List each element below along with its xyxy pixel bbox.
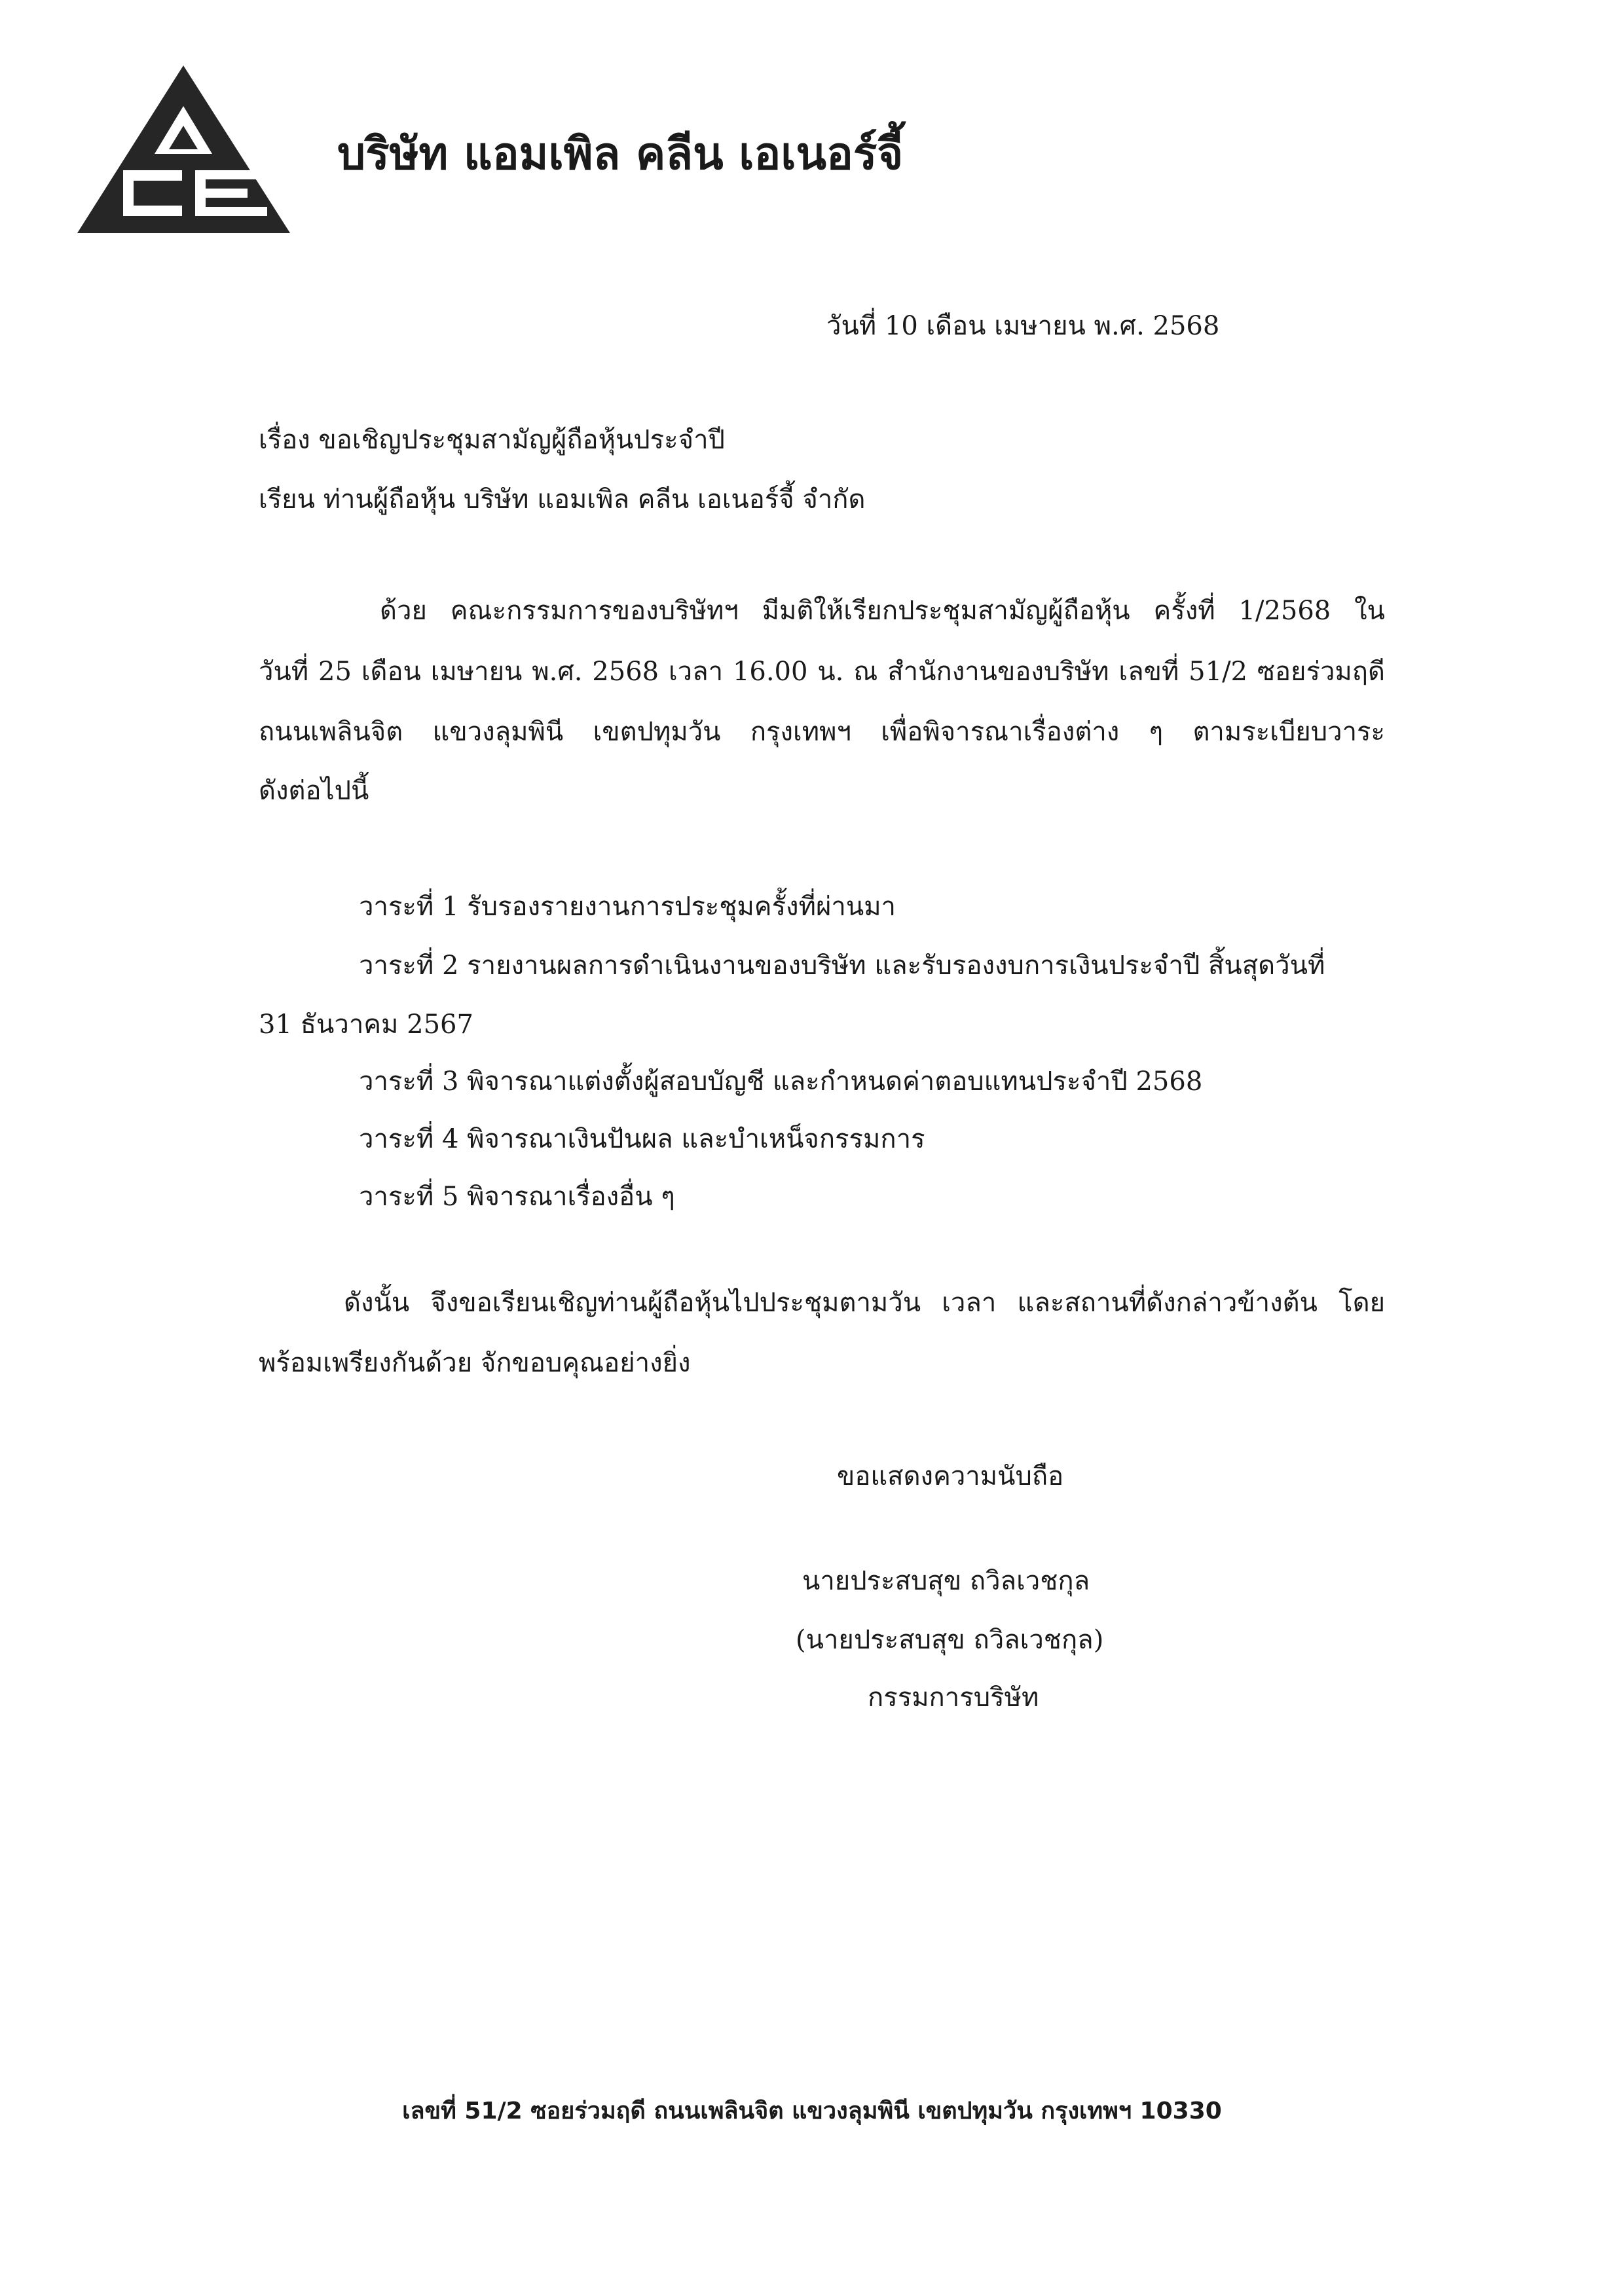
agenda-item-3: วาระที่ 3 พิจารณาแต่งตั้งผู้สอบบัญชี และกำหนดค่าตอบแทนประจำปี 2568	[359, 1066, 1203, 1097]
agenda-item-4: วาระที่ 4 พิจารณาเงินปันผล และบำเหน็จกรรมการ	[359, 1124, 925, 1154]
company-logo	[77, 65, 290, 233]
intro-line: วันที่ 25 เดือน เมษายน พ.ศ. 2568 เวลา 16.00 น. ณ สำนักงานของบริษัท เลขที่ 51/2 ซอยร่วมฤดี	[259, 657, 1385, 687]
closing-salutation: ขอแสดงความนับถือ	[837, 1461, 1064, 1491]
footer-address: เลขที่ 51/2 ซอยร่วมฤดี ถนนเพลินจิต แขวงลุมพินี เขตปทุมวัน กรุงเทพฯ 10330	[402, 2098, 1222, 2124]
letter-date: วันที่ 10 เดือน เมษายน พ.ศ. 2568	[826, 311, 1220, 341]
agenda-item-2: วาระที่ 2 รายงานผลการดำเนินงานของบริษัท และรับรองงบการเงินประจำปี สิ้นสุดวันที่	[359, 951, 1325, 981]
agenda-item-5: วาระที่ 5 พิจารณาเรื่องอื่น ๆ	[359, 1182, 675, 1212]
letter-subject: เรื่อง ขอเชิญประชุมสามัญผู้ถือหุ้นประจำปี	[259, 425, 725, 455]
agenda-item-1: วาระที่ 1 รับรองรายงานการประชุมครั้งที่ผ่านมา	[359, 892, 896, 922]
signature-title: กรรมการบริษัท	[868, 1683, 1039, 1713]
company-name: บริษัท แอมเพิล คลีน เอเนอร์จี้	[337, 128, 904, 180]
signature-printed-name: (นายประสบสุข ถวิลเวชกุล)	[796, 1625, 1104, 1655]
letter-recipient: เรียน ท่านผู้ถือหุ้น บริษัท แอมเพิล คลีน เอเนอร์จี้ จำกัด	[259, 484, 866, 515]
agenda-item-2-continued: 31 ธันวาคม 2567	[259, 1010, 473, 1040]
intro-line: ด้วย คณะกรรมการของบริษัทฯ มีมติให้เรียกประชุมสามัญผู้ถือหุ้น ครั้งที่ 1/2568 ใน	[380, 596, 1385, 626]
intro-line: ถนนเพลินจิต แขวงลุมพินี เขตปทุมวัน กรุงเทพฯ เพื่อพิจารณาเรื่องต่าง ๆ ตามระเบียบวาระ	[259, 717, 1385, 747]
conclusion-line: ดังนั้น จึงขอเรียนเชิญท่านผู้ถือหุ้นไปประชุมตามวัน เวลา และสถานที่ดังกล่าวข้างต้น โดย	[344, 1288, 1385, 1318]
intro-line: ดังต่อไปนี้	[259, 776, 369, 806]
signature-name: นายประสบสุข ถวิลเวชกุล	[802, 1566, 1090, 1596]
conclusion-line: พร้อมเพรียงกันด้วย จักขอบคุณอย่างยิ่ง	[259, 1348, 691, 1378]
